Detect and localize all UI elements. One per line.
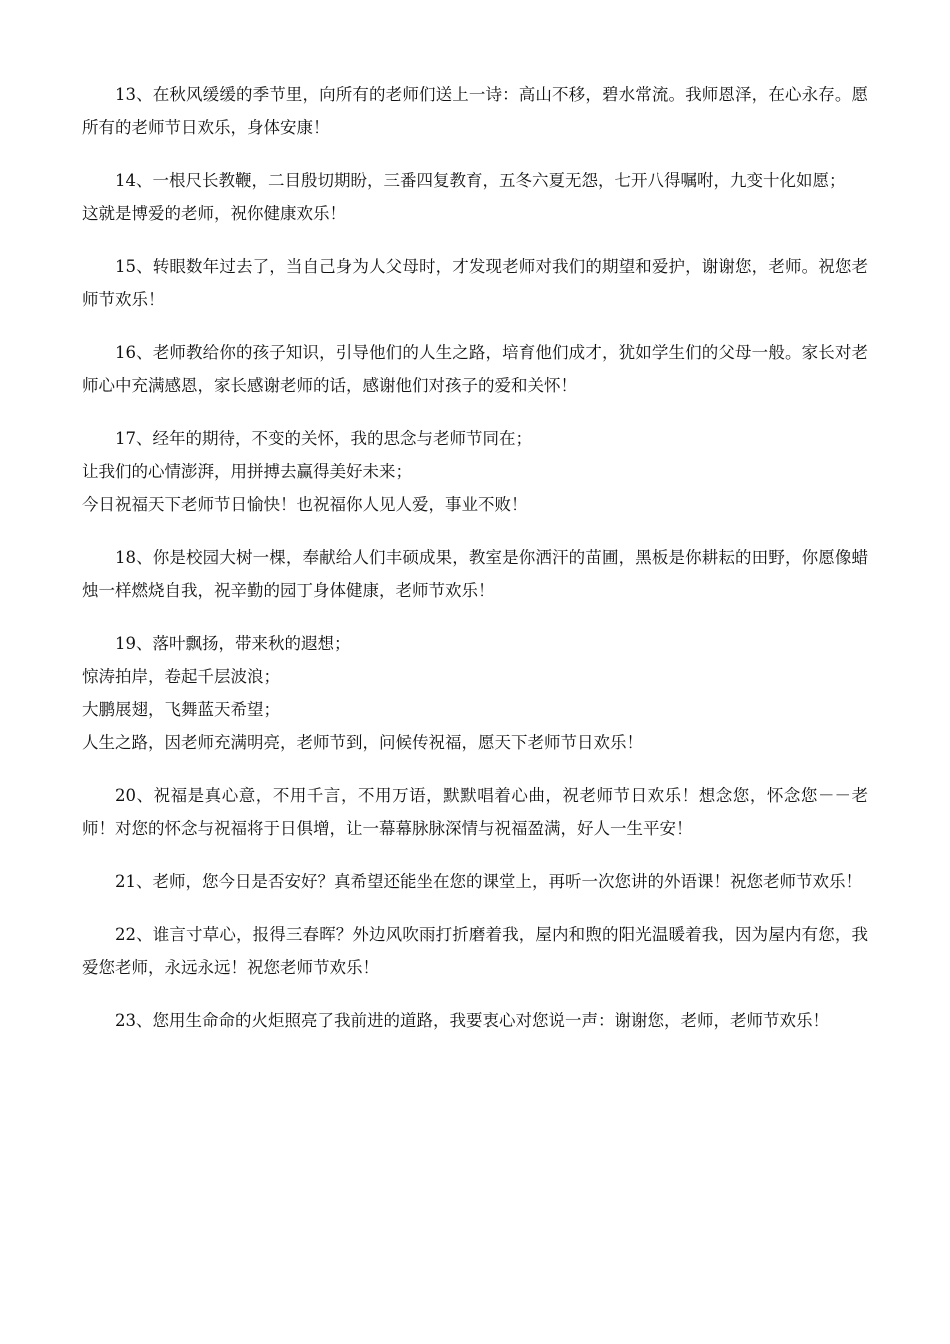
paragraph-22 (82, 918, 868, 984)
paragraph-16 (82, 336, 868, 402)
paragraph-line: 21、老师，您今日是否安好？真希望还能坐在您的课堂上，再听一次您讲的外语课！祝您老师节欢乐！ (115, 872, 862, 891)
paragraph-23 (82, 1004, 868, 1037)
paragraph-line: 18、你是校园大树一棵，奉献给人们丰硕成果，教室是你洒汗的苗圃，黑板是你耕耘的田野，你愿像蜡烛一样燃烧自我，祝辛勤的园丁身体健康，老师节欢乐！ (82, 548, 868, 600)
paragraph-line: 这就是博爱的老师，祝你健康欢乐！ (82, 204, 346, 223)
paragraph-line: 15、转眼数年过去了，当自己身为人父母时，才发现老师对我们的期望和爱护，谢谢您，老师。祝您老师节欢乐！ (82, 257, 868, 309)
paragraph-line: 23、您用生命命的火炬照亮了我前进的道路，我要衷心对您说一声：谢谢您，老师，老师节欢乐！ (115, 1011, 829, 1030)
paragraph-line: 16、老师教给你的孩子知识，引导他们的人生之路，培育他们成才，犹如学生们的父母一般。家长对老师心中充满感恩，家长感谢老师的话，感谢他们对孩子的爱和关怀！ (82, 343, 868, 395)
paragraph-line: 13、在秋风缓缓的季节里，向所有的老师们送上一诗：高山不移，碧水常流。我师恩泽，在心永存。愿所有的老师节日欢乐，身体安康！ (82, 85, 868, 137)
paragraph-19 (82, 627, 868, 759)
paragraph-21 (82, 865, 868, 898)
paragraph-line: 大鹏展翅，飞舞蓝天希望； (82, 700, 280, 719)
paragraph-line: 惊涛拍岸，卷起千层波浪； (82, 667, 280, 686)
paragraph-line: 20、祝福是真心意，不用千言，不用万语，默默唱着心曲，祝老师节日欢乐！想念您，怀念您－－老师！对您的怀念与祝福将于日俱增，让一幕幕脉脉深情与祝福盈满，好人一生平安！ (82, 786, 868, 838)
paragraph-18 (82, 541, 868, 607)
paragraph-line: 人生之路，因老师充满明亮，老师节到，问候传祝福，愿天下老师节日欢乐！ (82, 733, 643, 752)
paragraph-13 (82, 78, 868, 144)
paragraph-15 (82, 250, 868, 316)
paragraph-line: 让我们的心情澎湃，用拼搏去赢得美好未来； (82, 462, 412, 481)
paragraph-line: 22、谁言寸草心，报得三春晖？外边风吹雨打折磨着我，屋内和煦的阳光温暖着我，因为屋内有您，我爱您老师，永远永远！祝您老师节欢乐！ (82, 925, 868, 977)
document-page (82, 78, 868, 1057)
paragraph-line: 17、经年的期待，不变的关怀，我的思念与老师节同在； (115, 429, 532, 448)
paragraph-20 (82, 779, 868, 845)
paragraph-line: 19、落叶飘扬，带来秋的遐想； (115, 634, 351, 653)
paragraph-line: 14、一根尺长教鞭，二目殷切期盼，三番四复教育，五冬六夏无怨，七开八得嘱咐，九变十化如愿； (115, 171, 846, 190)
paragraph-14 (82, 164, 868, 230)
paragraph-line: 今日祝福天下老师节日愉快！也祝福你人见人爱，事业不败！ (82, 495, 528, 514)
paragraph-17 (82, 422, 868, 521)
